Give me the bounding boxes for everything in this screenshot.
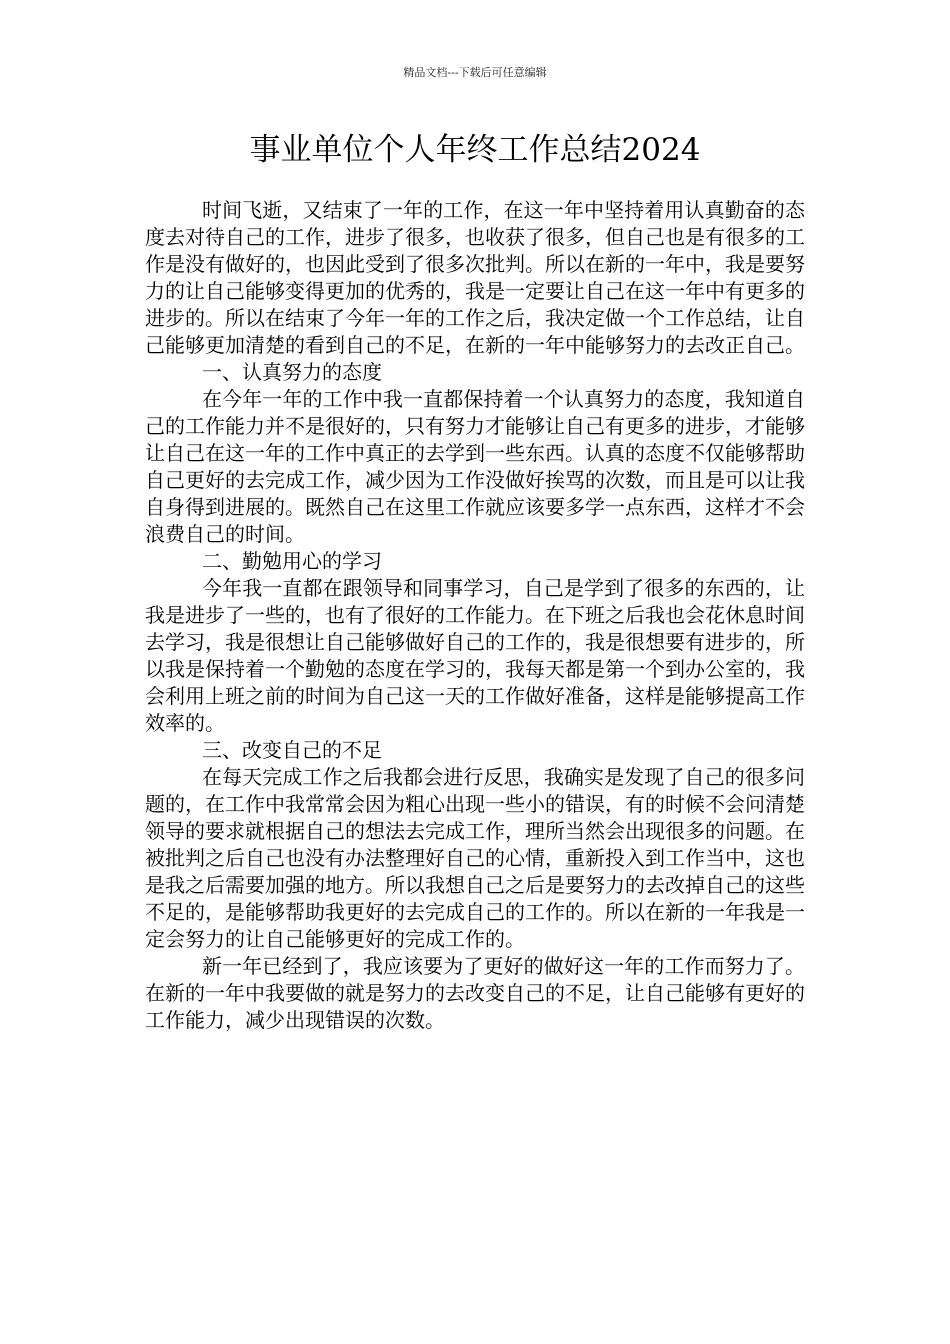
paragraph-conclusion: 新一年已经到了，我应该要为了更好的做好这一年的工作而努力了。在新的一年中我要做的就是努力的去改变自己的不足，让自己能够有更好的工作能力，减少出现错误的次数。 — [145, 954, 805, 1032]
document-body — [145, 197, 805, 1034]
section-heading-2: 二、勤勉用心的学习 — [202, 549, 382, 573]
document-title: 事业单位个人年终工作总结2024 — [249, 132, 701, 168]
paragraph-section-3: 在每天完成工作之后我都会进行反思，我确实是发现了自己的很多问题的，在工作中我常常会因为粗心出现一些小的错误，有的时候不会问清楚领导的要求就根据自己的想法去完成工作，理所当然会出现很多的问题。在被批判之后自己也没有办法整理好自己的心情，重新投入到工作当中，这也是我之后需要加强的地方。所以我想自己之后是要努力的去改掉自己的这些不足的，是能够帮助我更好的去完成自己的工作的。所以在新的一年我是一定会努力的让自己能够更好的完成工作的。 — [145, 765, 805, 951]
section-heading-1: 一、认真努力的态度 — [202, 360, 382, 384]
header-note: 精品文档---下载后可任意编辑 — [403, 66, 547, 79]
paragraph-intro: 时间飞逝，又结束了一年的工作，在这一年中坚持着用认真勤奋的态度去对待自己的工作，进步了很多，也收获了很多，但自己也是有很多的工作是没有做好的，也因此受到了很多次批判。所以在新的一年中，我是要努力的让自己能够变得更加的优秀的，我是一定要让自己在这一年中有更多的进步的。所以在结束了今年一年的工作之后，我决定做一个工作总结，让自己能够更加清楚的看到自己的不足，在新的一年中能够努力的去改正自己。 — [145, 198, 805, 357]
paragraph-section-1: 在今年一年的工作中我一直都保持着一个认真努力的态度，我知道自己的工作能力并不是很好的，只有努力才能够让自己有更多的进步，才能够让自己在这一年的工作中真正的去学到一些东西。认真的态度不仅能够帮助自己更好的去完成工作，减少因为工作没做好挨骂的次数，而且是可以让我自身得到进展的。既然自己在这里工作就应该要多学一点东西，这样才不会浪费自己的时间。 — [145, 387, 805, 546]
paragraph-section-2: 今年我一直都在跟领导和同事学习，自己是学到了很多的东西的，让我是进步了一些的，也有了很好的工作能力。在下班之后我也会花休息时间去学习，我是很想让自己能够做好自己的工作的，我是很想要有进步的，所以我是保持着一个勤勉的态度在学习的，我每天都是第一个到办公室的，我会利用上班之前的时间为自己这一天的工作做好准备，这样是能够提高工作效率的。 — [145, 576, 805, 735]
section-heading-3: 三、改变自己的不足 — [202, 738, 382, 762]
